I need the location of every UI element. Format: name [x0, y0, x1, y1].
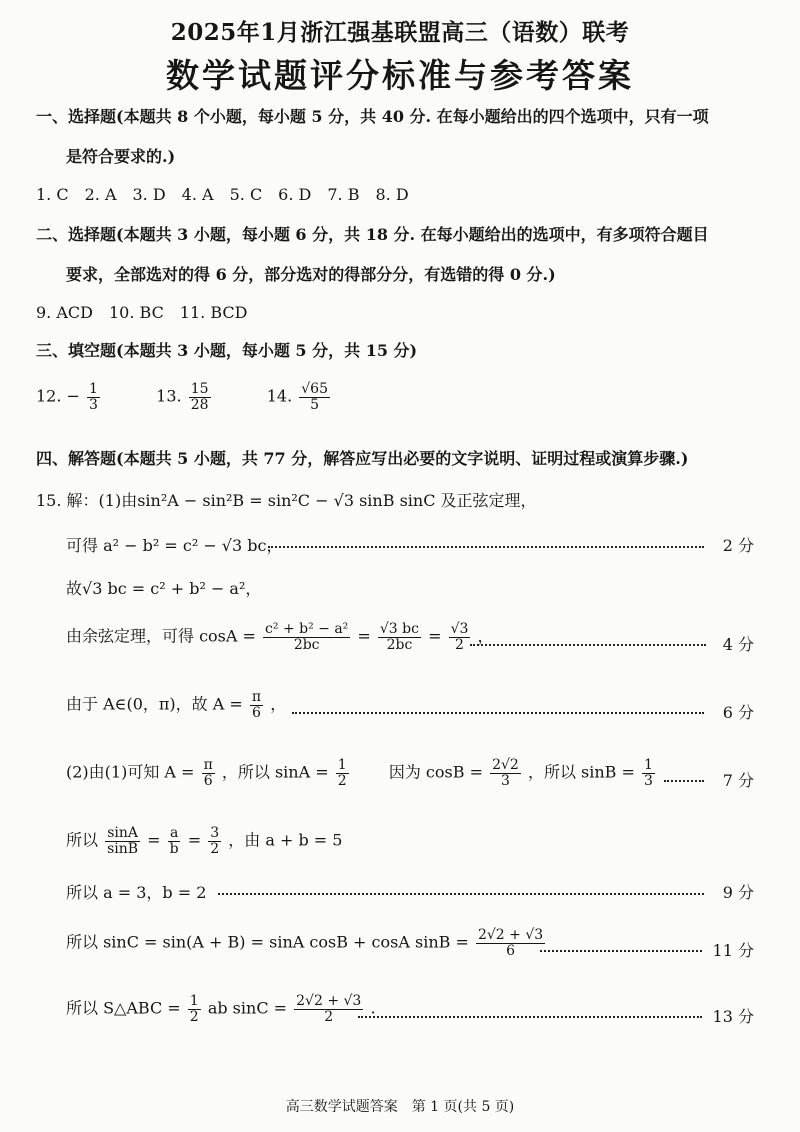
score-13: 13 分	[712, 1007, 754, 1026]
so-text: 所以	[66, 830, 99, 850]
numerator: 2√2	[492, 757, 519, 773]
numerator: a	[169, 825, 179, 841]
q13-numerator: 15	[190, 381, 209, 397]
area-text: 所以 S△ABC =	[66, 998, 181, 1018]
numerator: c² + b² − a²	[265, 621, 349, 637]
numerator: 1	[337, 757, 347, 773]
numerator: √3 bc	[379, 621, 419, 637]
sinb-text: ，所以 sinB =	[527, 762, 635, 782]
numerator: 3	[210, 825, 220, 841]
numerator: 1	[189, 993, 199, 1009]
period: .	[370, 998, 376, 1018]
section2-answers: 9. ACD 10. BC 11. BCD	[36, 303, 248, 322]
comma: ，	[270, 694, 287, 714]
denominator: 6	[252, 704, 261, 721]
q15-line5	[66, 690, 286, 720]
numerator: √3	[450, 621, 469, 637]
dotted-leader	[470, 644, 706, 646]
part2-text: (2)由(1)可知 A =	[66, 762, 195, 782]
section2-heading-line2: 要求，全部选对的得 6 分，部分选对的得部分分，有选错的得 0 分.)	[66, 265, 556, 284]
denominator: 2	[337, 772, 347, 789]
area-fraction	[294, 994, 363, 1024]
denominator: 6	[203, 772, 213, 789]
dotted-leader	[268, 546, 704, 548]
dotted-leader	[358, 1016, 702, 1018]
equals: =	[357, 626, 371, 646]
denominator: 2bc	[386, 636, 413, 653]
denominator: 6	[506, 942, 516, 959]
denominator: 2	[210, 840, 220, 857]
score-6: 6 分	[722, 703, 754, 722]
three-halves	[208, 826, 221, 856]
q15-line1: 15. 解：(1)由sin²A − sin²B = sin²C − √3 sinB sinC 及正弦定理，	[36, 491, 537, 510]
dotted-leader	[664, 780, 704, 782]
fill-in-answers	[36, 382, 332, 412]
equals: =	[187, 830, 202, 850]
q15-line3: 故√3 bc = c² + b² − a²，	[66, 579, 262, 598]
document-title: 数学试题评分标准与参考答案	[166, 56, 634, 95]
angle-range-text: 由于 A∈(0，π)，故 A =	[66, 694, 243, 714]
score-2: 2 分	[722, 536, 754, 555]
q12-fraction	[87, 382, 100, 412]
sina-text: ，所以 sinA =	[221, 762, 329, 782]
score-7: 7 分	[722, 771, 754, 790]
denominator: sinB	[107, 840, 139, 857]
side-ratio	[168, 826, 181, 856]
q15-line10	[66, 994, 376, 1024]
section1-heading-line2: 是符合要求的.)	[66, 147, 176, 166]
dotted-leader	[292, 712, 704, 714]
denominator: 2	[324, 1008, 334, 1025]
denominator: b	[169, 840, 179, 857]
angle-fraction	[250, 690, 263, 720]
q15-line8: 所以 a = 3，b = 2	[66, 883, 207, 902]
numerator: sinA	[107, 825, 138, 841]
exam-title: 2025年1月浙江强基联盟高三（语数）联考	[170, 19, 630, 46]
equals: =	[147, 830, 161, 850]
section2-heading-line1: 二、选择题(本题共 3 小题，每小题 6 分，共 18 分. 在每小题给出的选项中，有多项符合题目	[36, 225, 709, 244]
q14-label: 14.	[266, 386, 293, 406]
denominator: 3	[501, 772, 510, 789]
dotted-leader	[218, 893, 704, 895]
pi-over-6	[202, 758, 215, 788]
q12-denominator: 3	[89, 396, 98, 413]
denominator: 2	[189, 1008, 199, 1025]
q12-label: 12.	[36, 386, 62, 406]
q13-fraction	[189, 382, 211, 412]
numerator: 2√2 + √3	[296, 993, 362, 1009]
score-11: 11 分	[712, 941, 754, 960]
q15-line9	[66, 928, 547, 958]
sin-ratio	[105, 826, 140, 856]
score-4: 4 分	[722, 635, 754, 654]
section4-heading: 四、解答题(本题共 5 小题，共 77 分，解答应写出必要的文字说明、证明过程或演算步骤.)	[36, 449, 689, 468]
q15-line6	[66, 758, 657, 788]
dotted-leader	[540, 950, 702, 952]
q14-fraction	[299, 382, 330, 412]
cos-fraction-3	[449, 622, 471, 652]
cosb-text: 因为 cosB =	[388, 762, 483, 782]
numerator: π	[251, 689, 262, 705]
denominator: 2bc	[293, 636, 320, 653]
numerator: 1	[644, 757, 653, 773]
sinc-text: 所以 sinC = sin(A + B) = sinA cosB + cosA sinB =	[66, 932, 469, 952]
q14-denominator: 5	[310, 396, 320, 413]
absinc-text: ab sinC =	[207, 998, 288, 1018]
half	[336, 758, 349, 788]
score-9: 9 分	[722, 883, 754, 902]
cos-fraction-1	[263, 622, 350, 652]
section1-answers: 1. C 2. A 3. D 4. A 5. C 6. D 7. B 8. D	[36, 185, 409, 204]
cos-fraction-2	[378, 622, 421, 652]
cosine-law-text: 由余弦定理，可得 cosA =	[66, 626, 256, 646]
q13-label: 13.	[156, 386, 182, 406]
numerator: 2√2 + √3	[477, 927, 544, 943]
half-fraction	[188, 994, 201, 1024]
denominator: 2	[455, 636, 464, 653]
q15-line7	[66, 826, 342, 856]
q14-numerator: √65	[301, 381, 329, 397]
page-footer: 高三数学试题答案 第 1 页(共 5 页)	[285, 1099, 515, 1115]
q12-numerator: 1	[89, 381, 98, 397]
q15-line4	[66, 622, 494, 652]
sinb-fraction	[642, 758, 655, 788]
numerator: π	[203, 757, 213, 773]
comma: ，	[477, 626, 494, 646]
denominator: 3	[644, 772, 653, 789]
q15-line2: 可得 a² − b² = c² − √3 bc，	[66, 536, 283, 555]
section1-heading-line1: 一、选择题(本题共 8 个小题，每小题 5 分，共 40 分. 在每小题给出的四个选项中，只有一项	[36, 107, 709, 126]
sum-condition: ，由 a + b = 5	[228, 830, 343, 850]
cosb-fraction	[490, 758, 521, 788]
equals: =	[428, 626, 442, 646]
sinc-fraction	[476, 928, 545, 958]
q13-denominator: 28	[190, 396, 209, 413]
q12-sign: −	[66, 386, 80, 406]
section3-heading: 三、填空题(本题共 3 小题，每小题 5 分，共 15 分)	[36, 341, 418, 360]
